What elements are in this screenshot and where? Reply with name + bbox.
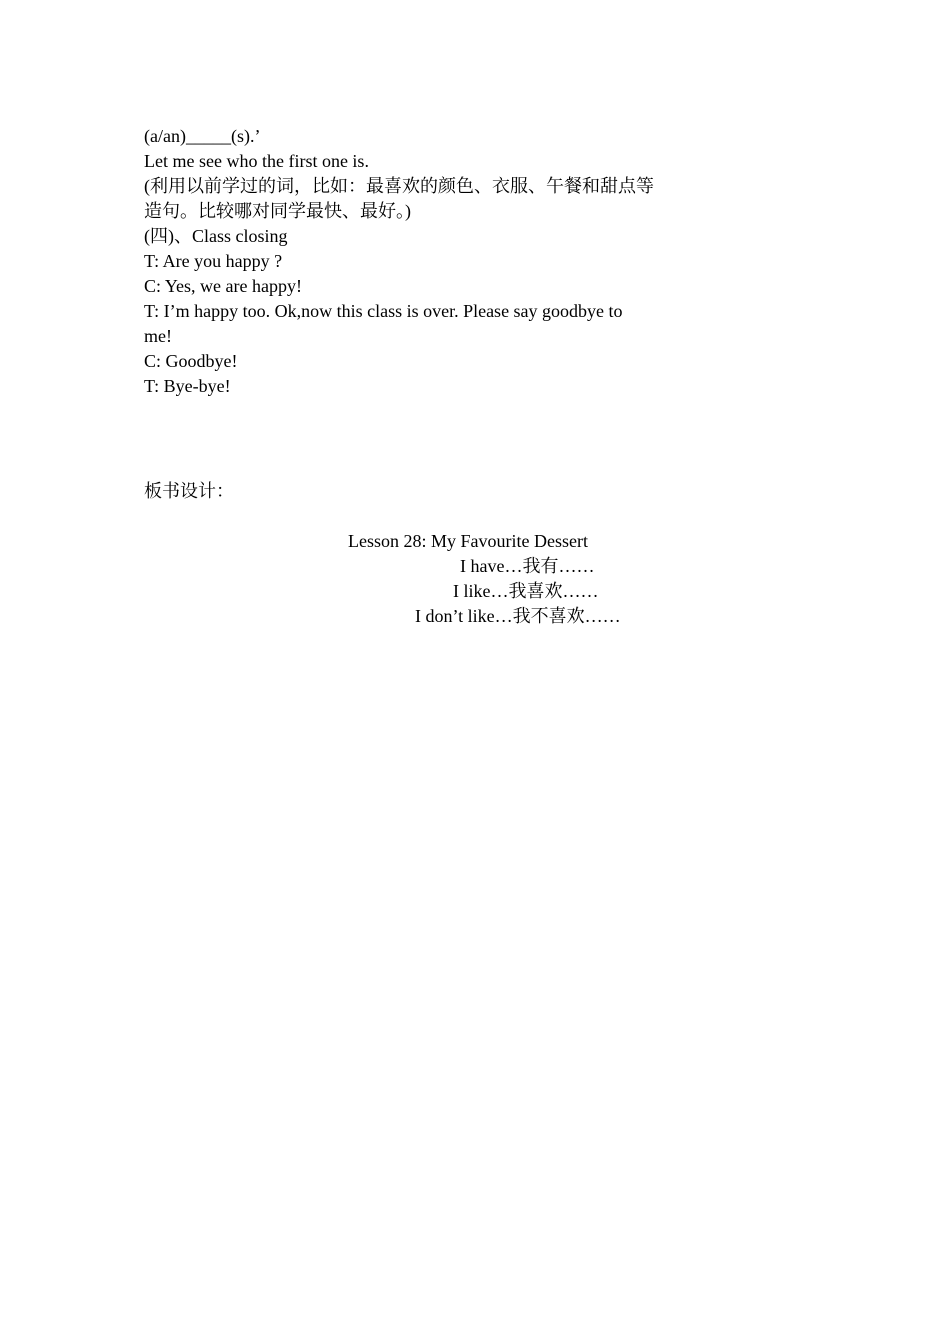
board-design-label: 板书设计： (144, 481, 234, 501)
text-line-chinese-instruction-2: 造句。比较哪对同学最快、最好。) (144, 201, 411, 221)
dialogue-line-teacher-1: T: Are you happy ? (144, 251, 283, 271)
dialogue-line-teacher-2-cont: me! (144, 326, 172, 346)
section-heading-class-closing: (四)、Class closing (144, 226, 288, 246)
dialogue-line-children-2: C: Goodbye! (144, 351, 238, 371)
board-title: Lesson 28: My Favourite Dessert (348, 531, 588, 551)
dialogue-line-teacher-3: T: Bye-bye! (144, 376, 231, 396)
text-line-chinese-instruction-1: (利用以前学过的词，比如：最喜欢的颜色、衣服、午餐和甜点等 (144, 176, 654, 196)
board-item-have: I have…我有…… (460, 556, 595, 576)
dialogue-line-teacher-2: T: I’m happy too. Ok,now this class is over. Please say goodbye to (144, 301, 623, 321)
dialogue-line-children-1: C: Yes, we are happy! (144, 276, 302, 296)
board-item-dont-like: I don’t like…我不喜欢…… (415, 606, 621, 626)
board-item-like: I like…我喜欢…… (453, 581, 599, 601)
text-line-first-one: Let me see who the first one is. (144, 151, 369, 171)
text-line-blank-pattern: (a/an)_____(s).’ (144, 126, 261, 146)
